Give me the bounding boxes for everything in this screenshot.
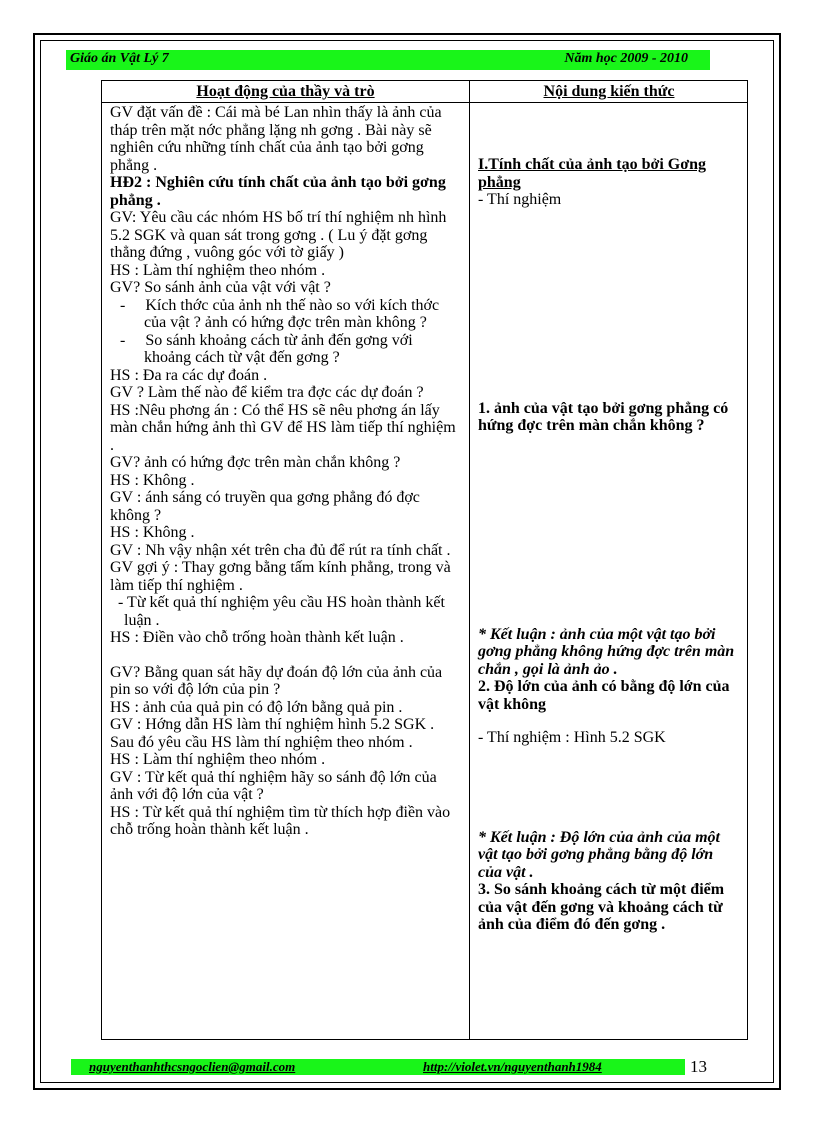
activity-line: GV: Yêu cầu các nhóm HS bố trí thí nghiệm nh hình 5.2 SGK và quan sát trong gơng . ( Lu ý đặt gơng thẳng đứng , vuông góc với tờ giấy ) bbox=[110, 209, 447, 261]
activity-line: HS : Từ kết quả thí nghiệm tìm từ thích hợp điền vào chỗ trống hoàn thành kết luận . bbox=[110, 803, 451, 838]
activity-line: GV? So sánh ảnh của vật với vật ? bbox=[110, 279, 331, 296]
column-header-content: Nội dung kiến thức bbox=[543, 83, 675, 100]
activity-line: GV : Nh vậy nhận xét trên cha đủ để rút ra tính chất . bbox=[110, 541, 451, 559]
activity-bullet: - So sánh khoảng cách từ ảnh đến gơng với khoảng cách từ vật đến gơng ? bbox=[120, 331, 413, 366]
column-divider bbox=[469, 81, 470, 1039]
conclusion-1: * Kết luận : ảnh của một vật tạo bởi gơng phẳng không hứng đợc trên màn chắn , gọi là ảnh ảo . bbox=[478, 625, 735, 678]
question-1: 1. ảnh của vật tạo bởi gơng phẳng có hứng đợc trên màn chắn không ? bbox=[478, 399, 729, 434]
activities-column bbox=[110, 104, 462, 839]
activity-line: GV : Hớng dẫn HS làm thí nghiệm hình 5.2 SGK . Sau đó yêu cầu HS làm thí nghiệm theo nhóm . bbox=[110, 716, 435, 751]
activity-line: - Từ kết quả thí nghiệm yêu cầu HS hoàn thành kết luận . bbox=[118, 594, 445, 629]
activity-line: GV ? Làm thế nào để kiểm tra đợc các dự đoán ? bbox=[110, 384, 424, 401]
section-heading-1: I.Tính chất của ảnh tạo bởi Gơng phẳng bbox=[478, 156, 706, 191]
activity-line: GV : Từ kết quả thí nghiệm hãy so sánh độ lớn của ảnh với độ lớn của vật ? bbox=[110, 768, 437, 803]
content-column bbox=[478, 104, 740, 934]
footer-url[interactable]: http://violet.vn/nguyenthanh1984 bbox=[423, 1059, 602, 1074]
header-school-year: Năm học 2009 - 2010 bbox=[564, 51, 688, 66]
page-footer bbox=[71, 1059, 685, 1075]
page-number: 13 bbox=[690, 1057, 707, 1076]
header-title: Giáo án Vật Lý 7 bbox=[70, 51, 169, 66]
page-header bbox=[66, 50, 710, 70]
activity-line: GV? Bằng quan sát hãy dự đoán độ lớn của ảnh của pin so với độ lớn của pin ? bbox=[110, 663, 443, 698]
question-2: 2. Độ lớn của ảnh có bằng độ lớn của vật không bbox=[478, 678, 730, 713]
content-line: - Thí nghiệm : Hình 5.2 SGK bbox=[478, 729, 666, 746]
activity-line: HS : Đa ra các dự đoán . bbox=[110, 366, 268, 384]
activity-line: HS : Không . bbox=[110, 471, 195, 489]
activity-line: GV? ảnh có hứng đợc trên màn chắn không ? bbox=[110, 454, 401, 471]
activity-bullet: - Kích thớc của ảnh nh thế nào so với kích thớc của vật ? ảnh có hứng đợc trên màn không ? bbox=[120, 296, 440, 331]
activity-line: HS : Không . bbox=[110, 524, 195, 541]
content-line: - Thí nghiệm bbox=[478, 191, 562, 208]
activity-line: HS : Điền vào chỗ trống hoàn thành kết luận . bbox=[110, 629, 404, 646]
conclusion-2: * Kết luận : Độ lớn của ảnh của một vật tạo bởi gơng phẳng bằng độ lớn của vật . bbox=[478, 828, 720, 881]
lesson-table bbox=[101, 80, 748, 1040]
footer-email[interactable]: nguyenthanhthcsngoclien@gmail.com bbox=[89, 1059, 296, 1074]
activity-line: HS :Nêu phơng án : Có thể HS sẽ nêu phơng án lấy màn chắn hứng ảnh thì GV để HS làm tiếp thí nghiệm . bbox=[110, 401, 456, 454]
activity-line: GV gợi ý : Thay gơng bằng tấm kính phẳng, trong và làm tiếp thí nghiệm . bbox=[110, 559, 451, 594]
table-header-row bbox=[102, 81, 747, 103]
column-header-activities: Hoạt động của thầy và trò bbox=[196, 83, 375, 100]
activity-line: HS : ảnh của quả pin có độ lớn bằng quả pin . bbox=[110, 698, 403, 716]
activity-line: GV : ánh sáng có truyền qua gơng phẳng đó đợc không ? bbox=[110, 489, 420, 524]
activity-heading-hd2: HĐ2 : Nghiên cứu tính chất của ảnh tạo bởi gơng phẳng . bbox=[110, 174, 446, 209]
question-3: 3. So sánh khoảng cách từ một điểm của vật đến gơng và khoảng cách từ ảnh của điểm đó đến gơng . bbox=[478, 881, 725, 933]
activity-line: HS : Làm thí nghiệm theo nhóm . bbox=[110, 261, 326, 279]
activity-intro: GV đặt vấn đề : Cái mà bé Lan nhìn thấy là ảnh của tháp trên mặt nớc phẳng lặng nh gơng . Bài này sẽ nghiên cứu những tính chất của ảnh tạo bởi gơng phẳng . bbox=[110, 104, 442, 174]
activity-line: HS : Làm thí nghiệm theo nhóm . bbox=[110, 751, 326, 768]
